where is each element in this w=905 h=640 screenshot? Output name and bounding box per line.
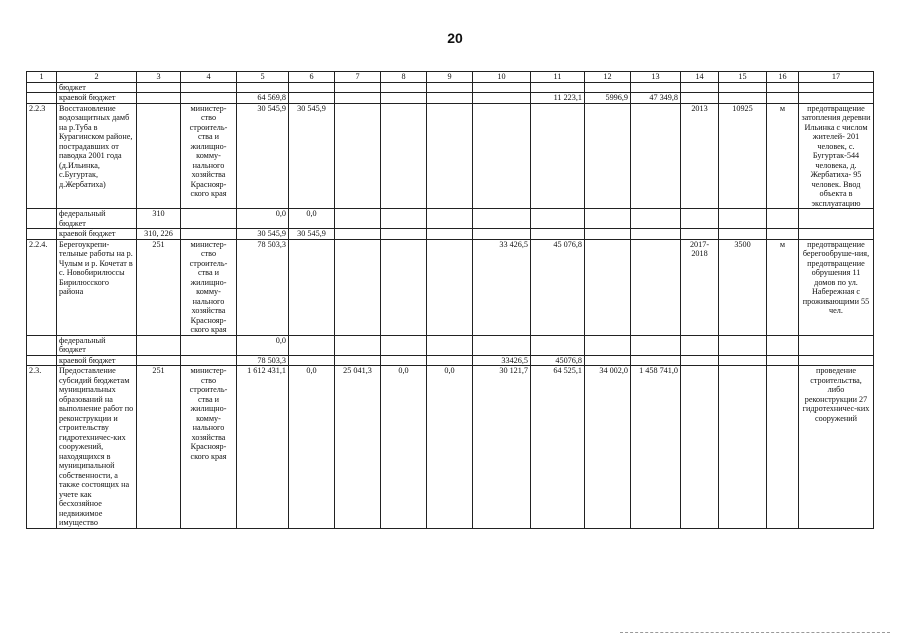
header-cell: 9	[427, 72, 473, 83]
header-cell: 6	[289, 72, 335, 83]
header-cell: 14	[681, 72, 719, 83]
table-cell-col-11: 64 525,1	[531, 366, 585, 529]
table-cell-col-8	[381, 229, 427, 240]
header-cell: 11	[531, 72, 585, 83]
table-cell-col-2: Предоставление субсидий бюджетам муниципальных образований на выполнение работ по реконструкции и строительству гидротехничес-ких сооружений, находящихся в муниципальной собственности, а также состоящих на учете как бесхозяйное недвижимое имущество	[57, 366, 137, 529]
table-cell-col-13	[631, 82, 681, 93]
table-cell-col-12	[585, 209, 631, 229]
table-cell-col-13	[631, 239, 681, 335]
table-cell-col-1	[27, 229, 57, 240]
column-number-row	[27, 72, 874, 83]
table-row	[27, 229, 874, 240]
table-cell-col-16	[767, 335, 799, 355]
table-cell-col-6	[289, 239, 335, 335]
table-cell-col-17: предотвращение затопления деревни Ильинка с числом жителей- 201 человек, с. Бугуртак-544 человека, д. Жербатиха- 95 человек. Ввод объекта в эксплуатацию	[799, 103, 874, 209]
header-cell: 4	[181, 72, 237, 83]
table-cell-col-14	[681, 355, 719, 366]
table-cell-col-1	[27, 93, 57, 104]
table-cell-col-12	[585, 229, 631, 240]
table-cell-col-11	[531, 103, 585, 209]
table-cell-col-4	[181, 82, 237, 93]
table-cell-col-5: 1 612 431,1	[237, 366, 289, 529]
table-cell-col-9	[427, 335, 473, 355]
table-cell-col-7	[335, 82, 381, 93]
table-cell-col-10	[473, 335, 531, 355]
table-cell-col-5: 0,0	[237, 335, 289, 355]
table-cell-col-7	[335, 355, 381, 366]
table-cell-col-17	[799, 335, 874, 355]
table-row	[27, 239, 874, 335]
table-cell-col-8	[381, 93, 427, 104]
table-cell-col-3	[137, 82, 181, 93]
table-cell-col-3: 251	[137, 366, 181, 529]
table-cell-col-2: Восстановление водозащитных дамб на р.Туба в Курагинском районе, пострадавших от паводка 2001 года (д.Ильинка, с.Бугуртак, д.Жербатиха)	[57, 103, 137, 209]
table-cell-col-4: министер-ство строитель-ства и жилищно-комму-нального хозяйства Краснояр-ского края	[181, 103, 237, 209]
table-cell-col-14	[681, 209, 719, 229]
table-cell-col-16	[767, 366, 799, 529]
table-cell-col-8	[381, 82, 427, 93]
table-cell-col-16	[767, 82, 799, 93]
table-cell-col-17	[799, 229, 874, 240]
table-cell-col-7	[335, 93, 381, 104]
table-cell-col-6: 0,0	[289, 366, 335, 529]
table-cell-col-9	[427, 355, 473, 366]
table-cell-col-2: Берегоукрепи-тельные работы на р. Чулым и р. Кочетат в с. Новобирилюссы Бирилюсского района	[57, 239, 137, 335]
table-cell-col-8	[381, 209, 427, 229]
table-row	[27, 209, 874, 229]
header-cell: 15	[719, 72, 767, 83]
table-row	[27, 93, 874, 104]
table-cell-col-10	[473, 93, 531, 104]
table-cell-col-17: предотвращение берегообруше-ния, предотвращение обрушения 11 домов по ул. Набережная с проживающими 55 чел.	[799, 239, 874, 335]
table-cell-col-12	[585, 355, 631, 366]
table-cell-col-1	[27, 209, 57, 229]
table-cell-col-13	[631, 209, 681, 229]
table-cell-col-4: министер-ство строитель-ства и жилищно-комму-нального хозяйства Краснояр-ского края	[181, 239, 237, 335]
table-cell-col-5: 78 503,3	[237, 355, 289, 366]
table-cell-col-4	[181, 355, 237, 366]
table-cell-col-9: 0,0	[427, 366, 473, 529]
table-cell-col-10: 30 121,7	[473, 366, 531, 529]
table-cell-col-11	[531, 229, 585, 240]
table-cell-col-10	[473, 103, 531, 209]
header-cell: 8	[381, 72, 427, 83]
table-cell-col-14: 2013	[681, 103, 719, 209]
table-cell-col-2: краевой бюджет	[57, 229, 137, 240]
table-cell-col-10	[473, 82, 531, 93]
table-cell-col-8	[381, 103, 427, 209]
table-cell-col-16	[767, 355, 799, 366]
table-cell-col-6: 0,0	[289, 209, 335, 229]
budget-table	[26, 71, 874, 529]
table-cell-col-4	[181, 209, 237, 229]
table-cell-col-15: 3500	[719, 239, 767, 335]
table-row	[27, 103, 874, 209]
table-cell-col-10: 33426,5	[473, 355, 531, 366]
table-cell-col-6: 30 545,9	[289, 103, 335, 209]
table-cell-col-2: федеральный бюджет	[57, 209, 137, 229]
table-cell-col-3	[137, 93, 181, 104]
table-cell-col-15	[719, 366, 767, 529]
header-cell: 5	[237, 72, 289, 83]
table-cell-col-14	[681, 366, 719, 529]
header-cell: 2	[57, 72, 137, 83]
table-cell-col-15	[719, 209, 767, 229]
table-cell-col-6	[289, 93, 335, 104]
table-cell-col-5: 64 569,8	[237, 93, 289, 104]
table-cell-col-9	[427, 93, 473, 104]
table-cell-col-13	[631, 103, 681, 209]
table-cell-col-5: 30 545,9	[237, 103, 289, 209]
table-cell-col-7: 25 041,3	[335, 366, 381, 529]
table-cell-col-12: 5996,9	[585, 93, 631, 104]
table-cell-col-13: 1 458 741,0	[631, 366, 681, 529]
table-cell-col-17	[799, 93, 874, 104]
table-cell-col-1: 2.2.4.	[27, 239, 57, 335]
table-cell-col-12	[585, 82, 631, 93]
table-cell-col-3	[137, 355, 181, 366]
table-cell-col-14	[681, 82, 719, 93]
table-cell-col-4: министер-ство строитель-ства и жилищно-комму-нального хозяйства Краснояр-ского края	[181, 366, 237, 529]
table-cell-col-11: 45076,8	[531, 355, 585, 366]
table-cell-col-10: 33 426,5	[473, 239, 531, 335]
table-cell-col-9	[427, 209, 473, 229]
header-cell: 13	[631, 72, 681, 83]
table-cell-col-8	[381, 239, 427, 335]
table-cell-col-4	[181, 335, 237, 355]
table-cell-col-7	[335, 209, 381, 229]
table-cell-col-13	[631, 355, 681, 366]
table-cell-col-16	[767, 209, 799, 229]
header-cell: 3	[137, 72, 181, 83]
table-cell-col-3: 251	[137, 239, 181, 335]
table-cell-col-7	[335, 229, 381, 240]
table-cell-col-4	[181, 93, 237, 104]
header-cell: 16	[767, 72, 799, 83]
table-cell-col-11: 45 076,8	[531, 239, 585, 335]
table-cell-col-3	[137, 335, 181, 355]
table-cell-col-15	[719, 355, 767, 366]
table-cell-col-16	[767, 93, 799, 104]
table-cell-col-16	[767, 229, 799, 240]
table-cell-col-5	[237, 82, 289, 93]
table-cell-col-16: м	[767, 239, 799, 335]
table-cell-col-6	[289, 355, 335, 366]
table-cell-col-1: 2.3.	[27, 366, 57, 529]
table-cell-col-11	[531, 82, 585, 93]
header-cell: 10	[473, 72, 531, 83]
header-cell: 7	[335, 72, 381, 83]
table-cell-col-15	[719, 82, 767, 93]
table-cell-col-1	[27, 355, 57, 366]
table-cell-col-2: краевой бюджет	[57, 355, 137, 366]
table-cell-col-6: 30 545,9	[289, 229, 335, 240]
table-cell-col-10	[473, 229, 531, 240]
table-cell-col-11	[531, 209, 585, 229]
table-cell-col-11	[531, 335, 585, 355]
table-cell-col-7	[335, 335, 381, 355]
table-cell-col-13	[631, 335, 681, 355]
table-cell-col-15: 10925	[719, 103, 767, 209]
table-cell-col-9	[427, 103, 473, 209]
table-cell-col-13: 47 349,8	[631, 93, 681, 104]
table-cell-col-2: бюджет	[57, 82, 137, 93]
table-cell-col-2: федеральный бюджет	[57, 335, 137, 355]
table-cell-col-12: 34 002,0	[585, 366, 631, 529]
table-cell-col-12	[585, 103, 631, 209]
table-cell-col-12	[585, 239, 631, 335]
table-row	[27, 335, 874, 355]
table-cell-col-8: 0,0	[381, 366, 427, 529]
table-cell-col-15	[719, 335, 767, 355]
table-cell-col-17	[799, 82, 874, 93]
table-cell-col-6	[289, 82, 335, 93]
table-cell-col-10	[473, 209, 531, 229]
header-cell: 1	[27, 72, 57, 83]
table-cell-col-1: 2.2.3	[27, 103, 57, 209]
table-cell-col-4	[181, 229, 237, 240]
table-cell-col-15	[719, 229, 767, 240]
table-cell-col-11: 11 223,1	[531, 93, 585, 104]
header-cell: 12	[585, 72, 631, 83]
table-cell-col-1	[27, 335, 57, 355]
table-cell-col-9	[427, 239, 473, 335]
table-cell-col-17	[799, 209, 874, 229]
table-cell-col-3	[137, 103, 181, 209]
table-cell-col-3: 310, 226	[137, 229, 181, 240]
table-cell-col-14	[681, 335, 719, 355]
table-cell-col-6	[289, 335, 335, 355]
table-cell-col-7	[335, 103, 381, 209]
table-cell-col-1	[27, 82, 57, 93]
table-row	[27, 355, 874, 366]
table-row	[27, 366, 874, 529]
table-cell-col-14: 2017-2018	[681, 239, 719, 335]
table-cell-col-8	[381, 355, 427, 366]
table-cell-col-9	[427, 229, 473, 240]
page-number: 20	[447, 30, 463, 46]
table-cell-col-13	[631, 229, 681, 240]
table-cell-col-14	[681, 229, 719, 240]
table-cell-col-16: м	[767, 103, 799, 209]
table-cell-col-2: краевой бюджет	[57, 93, 137, 104]
table-cell-col-8	[381, 335, 427, 355]
header-cell: 17	[799, 72, 874, 83]
table-cell-col-17	[799, 355, 874, 366]
table-row	[27, 82, 874, 93]
table-cell-col-3: 310	[137, 209, 181, 229]
table-cell-col-9	[427, 82, 473, 93]
table-cell-col-17: проведение строительства, либо реконструкции 27 гидротехничес-ких сооружений	[799, 366, 874, 529]
table-cell-col-5: 0,0	[237, 209, 289, 229]
table-cell-col-5: 30 545,9	[237, 229, 289, 240]
table-cell-col-15	[719, 93, 767, 104]
table-cell-col-7	[335, 239, 381, 335]
scan-edge-mark	[620, 632, 890, 636]
table-cell-col-5: 78 503,3	[237, 239, 289, 335]
table-cell-col-12	[585, 335, 631, 355]
table-cell-col-14	[681, 93, 719, 104]
